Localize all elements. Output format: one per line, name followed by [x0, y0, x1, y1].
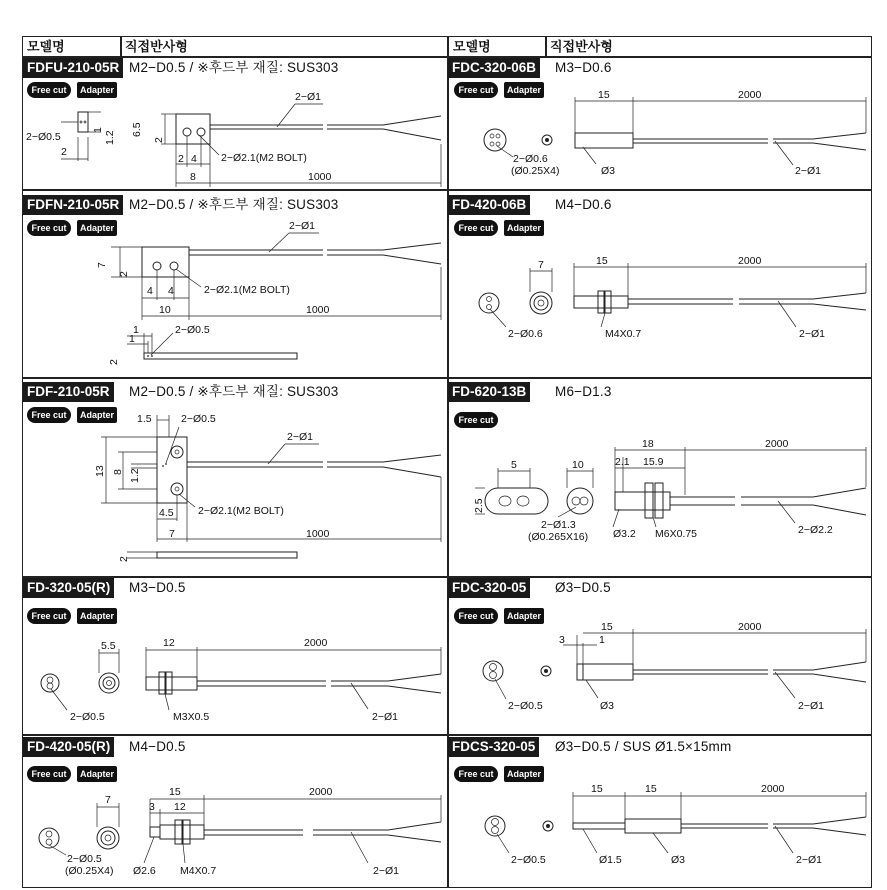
dim-label: 2000 [738, 621, 762, 633]
dim-label: M4X0.7 [605, 328, 642, 340]
dim-label: 1000 [306, 304, 330, 316]
dim-label: Ø3 [601, 165, 616, 177]
free-cut-badge: Free cut [454, 220, 498, 236]
dim-label: 2.1 [615, 456, 630, 468]
dim-label: 4 [147, 285, 153, 297]
model-tag: FDFN-210-05R [23, 195, 123, 215]
dim-label: 2000 [765, 438, 789, 450]
dim-label: 15 [591, 783, 603, 795]
dim-label: 1 [133, 324, 139, 336]
dim-label: 1.2 [129, 468, 141, 483]
dim-label: 2−Ø1 [373, 865, 399, 877]
free-cut-badge: Free cut [454, 412, 498, 428]
dim-label: 8 [112, 469, 124, 475]
dim-label: 2 [118, 271, 130, 277]
dim-label: 2000 [304, 637, 328, 649]
dim-label: (Ø0.265X16) [528, 531, 589, 543]
model-tag: FDCS-320-05 [448, 737, 539, 757]
drawing-fdfu [26, 91, 441, 187]
dim-label: 2−Ø0.5 [70, 711, 105, 723]
dim-label: M4X0.7 [180, 865, 217, 877]
dim-label: 3 [149, 801, 155, 813]
free-cut-badge: Free cut [27, 407, 71, 423]
free-cut-badge: Free cut [454, 608, 498, 624]
dim-label: 2000 [309, 786, 333, 798]
dim-label: 7 [105, 794, 111, 806]
model-spec: M2−D0.5 / ※후드부 재질: SUS303 [129, 384, 339, 399]
dim-label: 3 [559, 634, 565, 646]
dim-label: 15.9 [643, 456, 664, 468]
drawing-fdc-320-06b [484, 89, 866, 177]
dim-label: 13 [94, 465, 106, 477]
dim-label: 12 [174, 801, 186, 813]
dim-label: 2−Ø1 [795, 165, 821, 177]
dim-label: 7 [538, 259, 544, 271]
adapter-badge: Adapter [77, 766, 117, 782]
model-spec: M4−D0.6 [555, 197, 612, 212]
dim-label: 10 [572, 459, 584, 471]
dim-label: 1000 [306, 528, 330, 540]
dim-label: 2 [153, 137, 165, 143]
dim-label: Ø3 [671, 854, 686, 866]
dim-label: 2−Ø2.2 [798, 524, 833, 536]
dim-label: 1 [92, 127, 104, 133]
free-cut-badge: Free cut [454, 82, 498, 98]
dim-label: 2 [108, 359, 120, 365]
free-cut-badge: Free cut [27, 220, 71, 236]
model-tag: FD-620-13B [448, 382, 530, 402]
dim-label: 4 [168, 285, 174, 297]
dim-label: 2−Ø0.5 [67, 853, 102, 865]
dim-label: 2 [178, 153, 184, 165]
dim-label: 1000 [308, 171, 332, 183]
drawing-fdc-320-05 [483, 621, 866, 712]
dim-label: 2−Ø0.6 [508, 328, 543, 340]
dim-label: 2−Ø1 [796, 854, 822, 866]
free-cut-badge: Free cut [27, 766, 71, 782]
adapter-badge: Adapter [77, 220, 117, 236]
adapter-badge: Adapter [504, 766, 544, 782]
dim-label: 1 [129, 333, 135, 345]
adapter-badge: Adapter [504, 220, 544, 236]
dim-label: 2−Ø1 [287, 431, 313, 443]
dim-label: 7 [169, 528, 175, 540]
header-model-left: 모델명 [27, 39, 65, 54]
adapter-badge: Adapter [504, 82, 544, 98]
model-tag: FDF-210-05R [23, 382, 114, 402]
dim-label: 2000 [738, 255, 762, 267]
dim-label: 2−Ø0.5 [508, 700, 543, 712]
dim-label: Ø3 [600, 700, 615, 712]
model-spec: M3−D0.6 [555, 60, 612, 75]
model-spec: M3−D0.5 [129, 580, 186, 595]
dim-label: 2−Ø1 [799, 328, 825, 340]
dim-label: 2−Ø1.3 [541, 519, 576, 531]
technical-drawings [23, 37, 873, 889]
dim-label: 2000 [761, 783, 785, 795]
dim-label: 7 [96, 262, 108, 268]
model-spec: M2−D0.5 / ※후드부 재질: SUS303 [129, 197, 339, 212]
model-spec: M6−D1.3 [555, 384, 612, 399]
dim-label: 2−Ø0.5 [511, 854, 546, 866]
model-spec: M4−D0.5 [129, 739, 186, 754]
dim-label: 1 [599, 634, 605, 646]
model-tag: FD-420-05(R) [23, 737, 114, 757]
dim-label: 4.5 [159, 507, 174, 519]
model-spec: M2−D0.5 / ※후드부 재질: SUS303 [129, 60, 339, 75]
dim-label: 4 [191, 153, 197, 165]
dim-label: 2 [118, 556, 130, 562]
model-tag: FD-420-06B [448, 195, 530, 215]
dim-label: 2000 [738, 89, 762, 101]
dim-label: 2−Ø1 [295, 91, 321, 103]
adapter-badge: Adapter [504, 608, 544, 624]
dim-label: 8 [190, 171, 196, 183]
dim-label: 15 [598, 89, 610, 101]
spec-sheet [22, 36, 872, 888]
dim-label: M6X0.75 [655, 528, 698, 540]
dim-label: Ø2.6 [133, 865, 156, 877]
dim-label: 2−Ø1 [798, 700, 824, 712]
dim-label: 2−Ø0.6 [513, 153, 548, 165]
dim-label: 6.5 [131, 122, 143, 137]
free-cut-badge: Free cut [27, 608, 71, 624]
adapter-badge: Adapter [77, 407, 117, 423]
drawing-fdf [94, 413, 441, 562]
drawing-fdfn [96, 220, 441, 365]
free-cut-badge: Free cut [27, 82, 71, 98]
adapter-badge: Adapter [77, 608, 117, 624]
dim-label: 2−Ø0.5 [181, 413, 216, 425]
dim-label: 1.2 [104, 130, 116, 145]
header-type-left: 직접반사형 [125, 39, 188, 54]
dim-label: 15 [645, 783, 657, 795]
model-tag: FDFU-210-05R [23, 58, 123, 78]
dim-label: (Ø0.25X4) [511, 165, 560, 177]
model-spec: Ø3−D0.5 [555, 580, 611, 595]
model-tag: FDC-320-06B [448, 58, 540, 78]
model-spec: Ø3−D0.5 / SUS Ø1.5×15mm [555, 739, 732, 754]
drawing-fdcs-320-05 [485, 783, 866, 866]
dim-label: 15 [596, 255, 608, 267]
drawing-fd-420-06b [479, 255, 866, 340]
dim-label: 5.5 [101, 640, 116, 652]
dim-label: 2−Ø0.5 [175, 324, 210, 336]
adapter-badge: Adapter [77, 82, 117, 98]
dim-label: M3X0.5 [173, 711, 210, 723]
dim-label: 2−Ø2.1(M2 BOLT) [221, 152, 307, 164]
free-cut-badge: Free cut [454, 766, 498, 782]
header-type-right: 직접반사형 [550, 39, 613, 54]
header-model-right: 모델명 [453, 39, 491, 54]
dim-label: Ø3.2 [613, 528, 636, 540]
dim-label: 1.5 [137, 413, 152, 425]
dim-label: 2.5 [473, 498, 485, 513]
dim-label: 18 [642, 438, 654, 450]
dim-label: 2−Ø2.1(M2 BOLT) [204, 284, 290, 296]
drawing-fd-620-13b [473, 438, 866, 543]
dim-label: 15 [601, 621, 613, 633]
dim-label: 2−Ø1 [289, 220, 315, 232]
dim-label: (Ø0.25X4) [65, 865, 114, 877]
dim-label: 2−Ø0.5 [26, 131, 61, 143]
dim-label: 2 [61, 146, 67, 158]
dim-label: 5 [511, 459, 517, 471]
dim-label: 2−Ø2.1(M2 BOLT) [198, 505, 284, 517]
model-tag: FD-320-05(R) [23, 578, 114, 598]
model-tag: FDC-320-05 [448, 578, 530, 598]
dim-label: 12 [163, 637, 175, 649]
dim-label: 2−Ø1 [372, 711, 398, 723]
drawing-fd-320-05r [41, 637, 441, 723]
dim-label: Ø1.5 [599, 854, 622, 866]
dim-label: 10 [159, 304, 171, 316]
drawing-fd-420-05r [39, 786, 441, 877]
dim-label: 15 [169, 786, 181, 798]
